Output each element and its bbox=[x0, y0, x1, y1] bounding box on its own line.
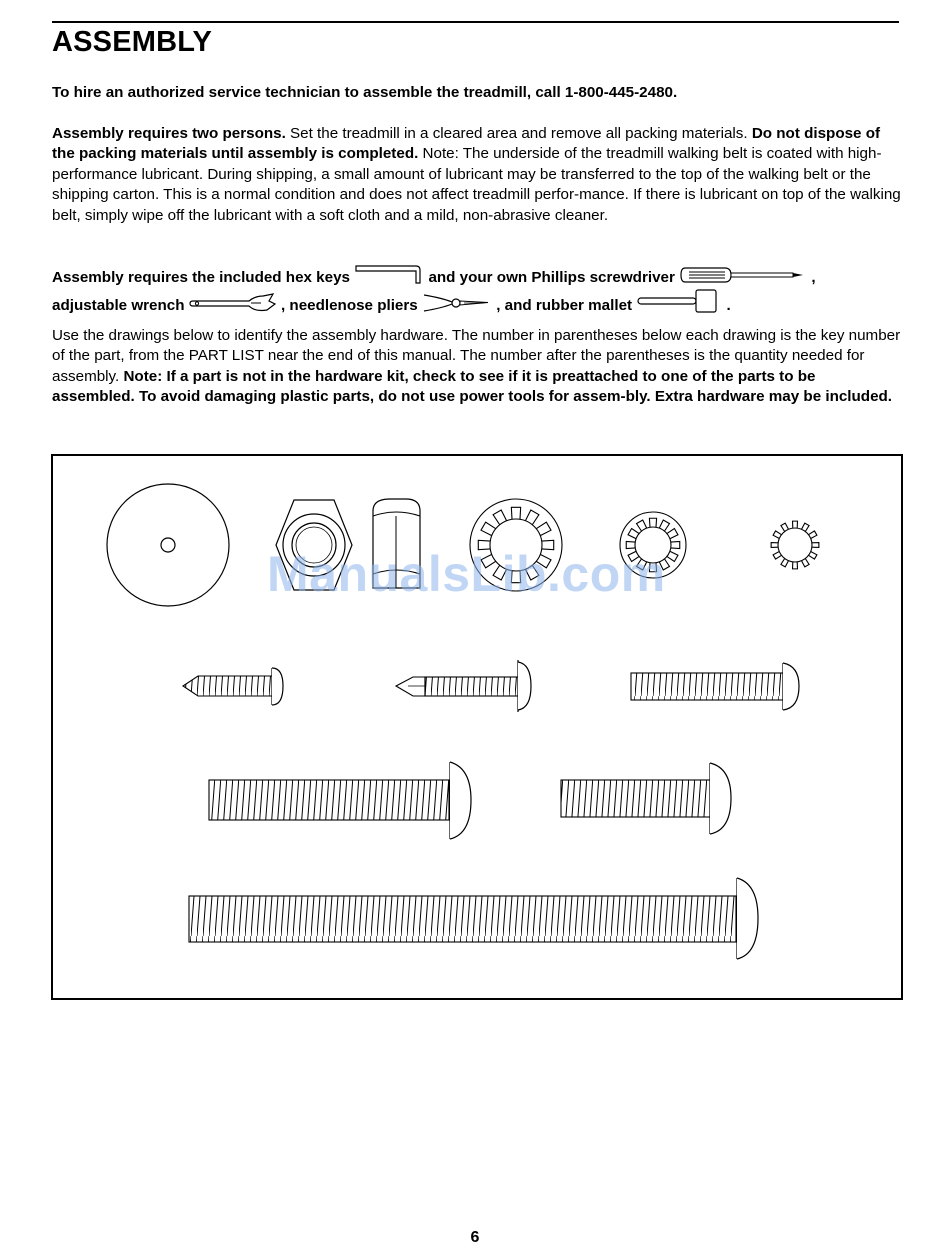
two-persons-text: Assembly requires two persons. bbox=[52, 125, 286, 142]
mallet-text: , and rubber mallet bbox=[496, 297, 633, 314]
washer-tooth bbox=[671, 541, 680, 548]
hex-keys-text: Assembly requires the included hex keys bbox=[52, 269, 350, 286]
washer-tooth bbox=[536, 522, 551, 536]
washer-tooth bbox=[667, 551, 678, 561]
page-title: ASSEMBLY bbox=[52, 26, 213, 58]
hardware-warning-text: Note: If a part is not in the hardware kit, check to see if it is preattached to one of the parts to be assembled. To avoid damaging plastic parts, do not use power tools for assem-bly. Extra hardware may be included. bbox=[52, 367, 893, 406]
packing-warning-text: Do not dispose of the packing materials until assembly is completed. bbox=[52, 125, 881, 163]
wrench-text: adjustable wrench bbox=[52, 297, 185, 314]
hardware-instructions-paragraph bbox=[52, 326, 902, 408]
washer-tooth bbox=[628, 529, 639, 539]
drawing-usage-text: Use the drawings below to identify the assembly hardware. The number in parentheses below each drawing is the key number of the part, from the PART LIST near the end of this manual. The number after the parentheses is the quantity needed for assembly. bbox=[52, 327, 901, 385]
star-washer-small bbox=[778, 528, 812, 562]
hardware-illustration bbox=[53, 456, 901, 998]
hex-key-icon bbox=[354, 264, 424, 286]
page-number: 6 bbox=[470, 1229, 480, 1246]
screwdriver-text: and your own Phillips screwdriver bbox=[428, 269, 675, 286]
washer-tooth bbox=[493, 510, 507, 525]
flat-washer bbox=[107, 484, 229, 606]
washer-tooth bbox=[793, 521, 798, 528]
pliers-text: , needlenose pliers bbox=[280, 297, 418, 314]
rubber-mallet-icon bbox=[636, 288, 722, 314]
washer-tooth bbox=[481, 522, 496, 536]
washer-tooth bbox=[812, 543, 819, 548]
tapping-screw bbox=[183, 668, 283, 705]
button-head-bolt-short bbox=[631, 663, 799, 710]
washer-tooth bbox=[667, 529, 678, 539]
tools-paragraph bbox=[52, 264, 902, 316]
washer-tooth bbox=[525, 510, 539, 525]
button-head-bolt-extra-long bbox=[189, 878, 758, 959]
button-head-bolt-long bbox=[209, 762, 471, 839]
lubricant-note-text: Note: The underside of the treadmill walking belt is coated with high-performance lubricant. During shipping, a small amount of lubricant may be transferred to the top of the walking belt or the shipping carton. This is a normal condition and does not affect treadmill perfor-mance. If there is lubricant on top of the walking belt, simply wipe off the lubricant with a soft cloth and a mild, non-abrasive cleaner. bbox=[52, 145, 901, 224]
hardware-drawings-box bbox=[51, 454, 903, 1000]
washer-tooth bbox=[637, 520, 647, 531]
phillips-screwdriver-icon bbox=[679, 264, 807, 286]
needlenose-pliers-icon bbox=[422, 292, 492, 314]
washer-tooth bbox=[771, 543, 778, 548]
watermark: ManualsLib.com bbox=[267, 546, 666, 602]
washer-tooth bbox=[511, 507, 520, 519]
washer-tooth bbox=[793, 562, 798, 569]
washer-tooth bbox=[659, 520, 669, 531]
technician-note: To hire an authorized service technician to assemble the treadmill, call 1-800-445-2480. bbox=[52, 84, 678, 101]
period-text: . bbox=[726, 297, 731, 314]
button-head-bolt-medium bbox=[561, 763, 731, 834]
assembly-intro-paragraph bbox=[52, 124, 902, 226]
self-drilling-screw bbox=[396, 660, 531, 712]
comma-text: , bbox=[811, 269, 816, 286]
top-rule bbox=[52, 21, 899, 23]
cleared-area-text: Set the treadmill in a cleared area and remove all packing materials. bbox=[285, 125, 752, 142]
washer-tooth bbox=[649, 518, 656, 527]
adjustable-wrench-icon bbox=[189, 292, 277, 314]
